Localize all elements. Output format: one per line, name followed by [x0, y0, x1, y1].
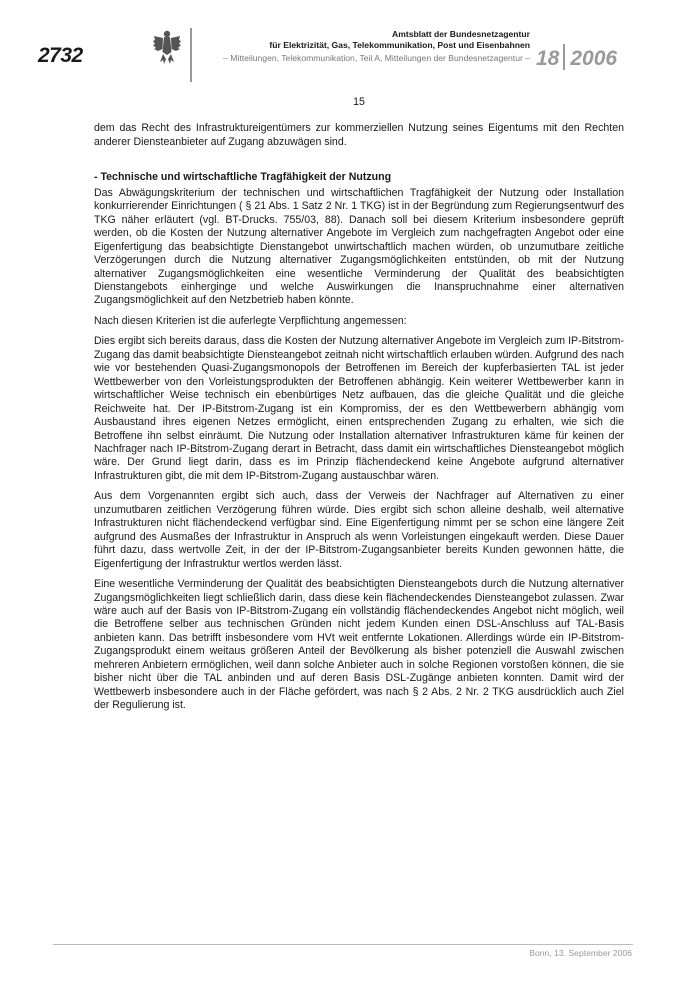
footer-divider	[53, 944, 633, 945]
issue-divider	[563, 44, 565, 70]
issue-label	[536, 44, 617, 71]
header-title-line1: Amtsblatt der Bundesnetzagentur	[392, 29, 530, 39]
document-body	[94, 96, 624, 720]
intro-paragraph: dem das Recht des Infrastruktureigentümers zur kommerziellen Nutzung seines Eigentums mit den Rechten anderer Diensteanbieter auf Zugang abzuwägen sind.	[94, 122, 624, 148]
section-heading: - Technische und wirtschaftliche Tragfähigkeit der Nutzung	[94, 171, 392, 184]
issue-year: 2006	[570, 47, 618, 70]
header-page-number: 2732	[38, 44, 83, 67]
paragraph: Dies ergibt sich bereits daraus, dass die Kosten der Nutzung alternativer Angebote im Vergleich zum IP-Bitstrom-Zugang das damit beabsichtigte Diensteangebot zeitnah nicht wirtschaftlich erlauben würden. Aufgrund des nach wie vor bestehenden Quasi-Zugangsmonopols der Betroffenen im Bereich der kupferbasierten TAL ist jeder Wettbewerber von den Vorleistungsprodukten der Betroffenen abhängig. Kein weiterer Wettbewerber kann in wirtschaftlicher Weise technisch ein ebenbürtiges Netz aufbauen, das die gleiche Qualität und die gleiche Reichweite hat. Der IP-Bitstrom-Zugang ist ein Kompromiss, der es den Wettbewerbern abhängig vom Ausbaustand ihres eigenen Netzes ermöglicht, einen entsprechenden Zugang zu erhalten, wie sich die Betroffene ihn selbst einräumt. Die Nutzung oder Installation alternativer Infrastrukturen käme für keinen der Nachfrager nach IP-Bitstrom-Zugang derart in Betracht, dass damit ein wirtschaftliches Diensteangebot möglich wäre. Der Grund liegt darin, dass es im Prinzip flächendeckend keine Angebote aufgrund alternativer Infrastrukturen gibt, die mit dem IP-Bitstrom-Zugang austauschbar wären.	[94, 335, 624, 482]
paragraph: Nach diesen Kriterien ist die auferlegte Verpflichtung angemessen:	[94, 314, 407, 327]
paragraph: Eine wesentliche Verminderung der Qualität des beabsichtigten Diensteangebots durch die Nutzung alternativer Zugangsmöglichkeiten liegt schließlich darin, dass diese kein flächendeckendes Diensteangebot zulassen. Zwar wäre auch auf der Basis von IP-Bitstrom-Zugang ein vollständig flächendeckendes Angebot nicht möglich, weil die Betroffene selber aus technischen Gründen nicht jedem Kunden einen DSL-Anschluss auf TAL-Basis anbieten kann. Das betrifft insbesondere vom HVt weit entfernte Lokationen. Allerdings würde ein IP-Bitstrom-Zugangsprodukt einem weitaus größeren Anteil der Bevölkerung als bisher potenziell die Auswahl zwischen mehreren Anbietern ermöglichen, weil dann solche Anbieter auch in solche Regionen vorstoßen können, die sie bisher nicht über die TAL anbinden und auf deren Basis DSL-Zugänge anbieten konnten. Damit wird der Wettbewerb insbesondere auch in der Fläche gefördert, was nach § 2 Abs. 2 Nr. 2 TKG ausdrücklich auch Ziel der Regulierung ist.	[94, 578, 624, 712]
header-title-block	[170, 29, 530, 64]
paragraph: Das Abwägungskriterium der technischen und wirtschaftlichen Tragfähigkeit der Nutzung oder Installation konkurrierender Einrichtungen ( § 21 Abs. 1 Satz 2 Nr. 1 TKG) ist in der Begründung zum Regierungsentwurf des TKG näher erläutert (vgl. BT-Drucks. 755/03, 88). Danach soll bei diesem Kriterium insbesondere geprüft werden, ob die Kosten der Nutzung alternativer Angebote im Vergleich zum nachgefragten Angebot oder eine Eigenfertigung das beabsichtigte Dienstangebot unwirtschaftlich machen würden, ob unzumutbare zeitliche Verzögerungen durch die Nutzung alternativer Zugangsmöglichkeiten entstünden, ob mit der Nutzung alternativer Zugangsmöglichkeiten eine wesentliche Verminderung der Qualität des beabsichtigten Dienstangebots einherginge und welche Auswirkungen die Inanspruchnahme einer alternativen Zugangsmöglichkeit auf den Netzbetrieb haben könnte.	[94, 186, 624, 307]
issue-number: 18	[536, 47, 560, 70]
header-subtitle: – Mitteilungen, Telekommunikation, Teil A, Mitteilungen der Bundesnetzagentur –	[223, 53, 530, 63]
paragraph: Aus dem Vorgenannten ergibt sich auch, dass der Verweis der Nachfrager auf Alternativen zu einer unzumutbaren zeitlichen Verzögerung führen würde. Dies ergibt sich schon alleine deshalb, weil alternative Infrastrukturen nicht flächendeckend verfügbar sind. Eine Eigenfertigung nimmt per se schon eine längere Zeit aufgrund des Ausmaßes der Infrastruktur in Anspruch als wenn Vorleistungen eingekauft werden. Diese Dauer führt dazu, dass wertvolle Zeit, in der der IP-Bitstrom-Zugangsanbieter bereits Kunden gewonnen hätte, die Eigenfertigung der Infrastruktur wertlos werden lässt.	[94, 490, 624, 570]
footer-place-date: Bonn, 13. September 2006	[529, 948, 632, 958]
section-number: 15	[353, 96, 365, 108]
header-title-line2: für Elektrizität, Gas, Telekommunikation, Post und Eisenbahnen	[269, 40, 530, 50]
